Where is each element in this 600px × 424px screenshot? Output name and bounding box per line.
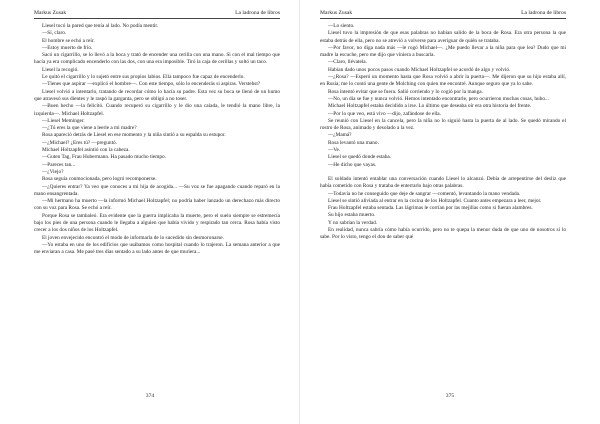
- paragraph: Rosa seguía conmocionada, pero logró recomponerse.: [42, 176, 157, 183]
- paragraph: —Claro, llévatela.: [328, 59, 367, 66]
- header-author: Markus Zusak: [320, 10, 353, 16]
- paragraph: En realidad, nunca sabría cómo había ocurrido, pero no te quepa la menor duda de que uno de nosotros sí lo sabe. Por lo visto, tengo el don de saber qué: [320, 227, 566, 241]
- paragraph: Rosa apareció detrás de Liesel en ese momento y la niña sintió a su espalda su estupor.: [42, 132, 226, 139]
- paragraph: —Lo siento.: [328, 23, 355, 29]
- right-page-body: [320, 23, 566, 242]
- paragraph: —¿Rosa? —Esperó un momento hasta que Rosa volvió a abrir la puerta—. Me dijeron que su hijo estaba allí, en Rusia; me lo contó una gente de Molching con quien me encontré. Aunque seguro que ya lo sabe.: [320, 74, 566, 88]
- header-author: Markus Zusak: [34, 10, 67, 16]
- paragraph: Liesel se sintió aliviada al entrar en la cocina de los Holtzapfel. Cuanto antes empezara a leer, mejor.: [328, 197, 542, 204]
- paragraph: Michael Holtzapfel asintió con la cabeza.: [42, 147, 130, 154]
- paragraph: —¿Quieres entrar? Ya veo que conoces a mi hija de acogida... —Su voz se fue apagando cuando reparó en la mano ensangrentada.: [34, 183, 280, 197]
- paragraph: —¿Viejo?: [42, 168, 64, 175]
- paragraph: —Ve.: [328, 147, 341, 154]
- paragraph: —Buen hecho —la felicitó. Cuando recuperó su cigarrillo y le dio una calada, le tendió la mano libre, la izquierda—. Michael Holtzapfel.: [34, 103, 280, 117]
- paragraph: —No, un día se fue y nunca volvió. Hemos intentado encontrarle, pero ocurrieron muchas cosas, hubo...: [328, 95, 549, 102]
- right-page: [300, 0, 600, 424]
- paragraph: —Estoy muerto de frío.: [42, 44, 93, 51]
- paragraph: Le quitó el cigarrillo y lo sujetó entre sus propios labios. Ella tampoco fue capaz de encenderlo.: [42, 74, 245, 81]
- paragraph: El soldado intentó entablar una conversación cuando Liesel lo alcanzó. Debía de arrepentirse del desliz que había cometido con Rosa y trataba de enterrarlo bajo otras palabras.: [320, 175, 566, 190]
- paragraph: —¿Mamá?: [328, 132, 352, 139]
- paragraph: Y no sabrían la verdad.: [328, 219, 378, 226]
- paragraph: Liesel se quedó donde estaba.: [328, 154, 392, 161]
- paragraph: Michael Holtzapfel estaba decidido a irse. Lo último que deseaba oír era otra historia del frente.: [328, 103, 532, 110]
- paragraph: —Sí, claro.: [42, 30, 67, 37]
- paragraph: Rosa intentó evitar que se fuera. Salió corriendo y lo cogió por la manga.: [328, 88, 483, 95]
- paragraph: —Por lo que veo, está vivo —dijo, zafándose de ella.: [328, 110, 441, 117]
- paragraph: —Pareces tan...: [42, 161, 76, 168]
- paragraph: —Todavía no he conseguido que deje de sangrar —comentó, levantando la mano vendada.: [328, 190, 521, 197]
- running-header: [34, 10, 280, 19]
- paragraph: —Guten Tag, Frau Hubermann. Ha pasado mucho tiempo.: [42, 154, 166, 161]
- header-title: La ladrona de libros: [521, 10, 566, 16]
- paragraph: Frau Holtzapfel estaba sentada. Las lágrimas le corrían por las mejillas como si fueran alambres.: [328, 205, 533, 212]
- paragraph: —Mi hermano ha muerto —la informó Michael Holtzapfel; no podría haber lanzado un derechazo más directo con su voz para Rosa. Se echó a reír.: [34, 198, 280, 212]
- paragraph: —Yo estaba en uno de los edificios que usábamos como hospital cuando lo trajeron. La semana anterior a que me enviaran a casa. Me pasé tres días sentado a su lado antes de que muriera...: [34, 241, 280, 256]
- paragraph: —Por favor, no diga nada más —le rogó Michael—. ¿Me puedo llevar a la niña para que lea? Dudo que mi madre la escuche, pero me dijo que viniera a buscarla.: [320, 44, 566, 59]
- paragraph: Sacó un cigarrillo, se lo llevó a la boca y trató de encender una cerilla con una mano. Si con el mal tiempo que hacía ya era complicado encenderlo con las dos, con una era imposible. Tiró la caja de cerillas y soltó un taco.: [34, 52, 280, 66]
- paragraph: Se reunió con Liesel en la cancela, pero la niña no lo siguió hasta la puerta de al lado. Se quedó mirando el rostro de Rosa, animado y desolado a la vez.: [320, 117, 566, 132]
- header-title: La ladrona de libros: [235, 10, 280, 16]
- running-header: [320, 10, 566, 19]
- paragraph: Porque Rosa se tambaleó. Era evidente que la guerra implicaba la muerte, pero el suelo siempre se estremecía bajo los pies de una persona cuando le llegaba a alguien que había vivido y respirado tan cerca. Rosa había visto crecer a los dos niños de los Holtzapfel.: [34, 212, 280, 234]
- paragraph: —He dicho que vayas.: [328, 161, 377, 168]
- paragraph: —Tienes que aspirar —explicó el hombre—. Con este tiempo, sólo lo encenderás si aspiras. Verstehst?: [42, 81, 261, 88]
- paragraph: Liesel tocó la pared que tenía al lado. No podía mentir.: [42, 23, 159, 29]
- left-page-body: [34, 23, 280, 257]
- paragraph: —¿Tú eres la que viene a leerle a mi madre?: [42, 125, 137, 132]
- paragraph: Habían dado unos pocos pasos cuando Michael Holtzapfel se acordó de algo y volvió.: [328, 66, 511, 73]
- paragraph: —¿Michael? ¿Eres tú? —preguntó.: [42, 139, 118, 146]
- paragraph: Liesel volvió a intentarlo, tratando de recordar cómo lo hacía su padre. Esta vez su boca se llenó de un humo que atravesó sus dientes y le raspó la garganta, pero se obligó a no toser.: [34, 88, 280, 102]
- paragraph: Liesel la recogió.: [42, 66, 79, 73]
- paragraph: —Liesel Meminger.: [42, 117, 85, 124]
- paragraph: Liesel tuvo la impresión de que esas palabras no habían salido de la boca de Rosa. Era otra persona la que estaba detrás de ella, pero no se atrevió a volverse para averiguar de quién se trataba.: [320, 30, 566, 44]
- paragraph: Su hijo estaba muerto.: [328, 212, 376, 219]
- paragraph: El hombre se echó a reír.: [42, 37, 95, 44]
- page-number: 375: [445, 393, 455, 399]
- page-number: 374: [145, 393, 155, 399]
- paragraph: Rosa levantó una mano.: [328, 139, 379, 146]
- paragraph: El joven envejecido encontró el modo de informarla de lo sucedido sin desmoronarse.: [42, 234, 224, 241]
